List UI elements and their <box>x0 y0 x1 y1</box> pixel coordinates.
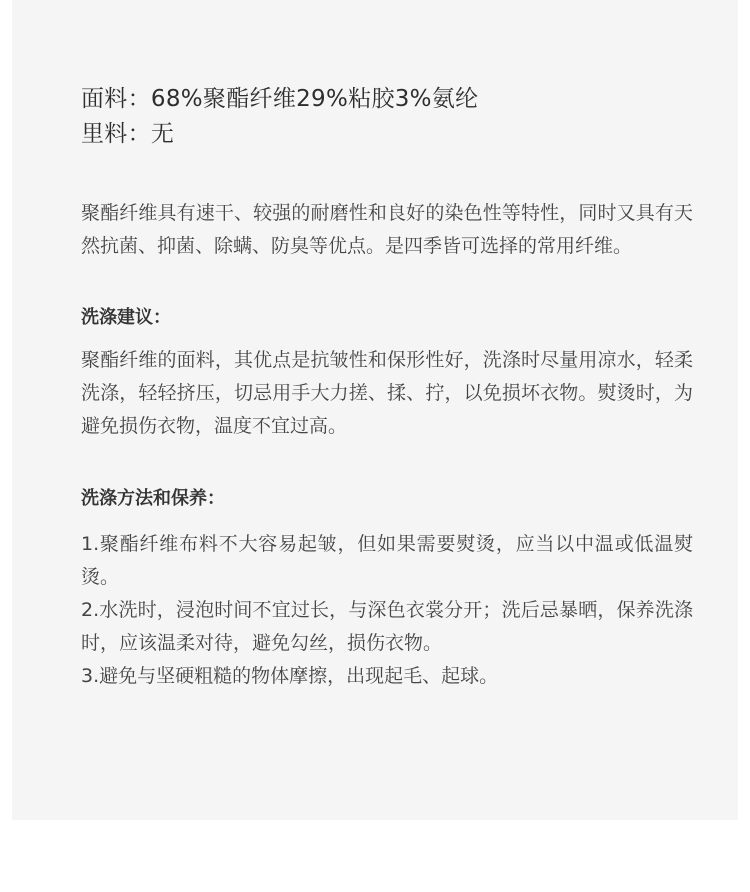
outer-fabric-label: 面料： <box>81 86 151 112</box>
care-method-list <box>81 528 693 693</box>
outer-fabric-line <box>81 82 693 117</box>
care-method-title: 洗涤方法和保养： <box>81 488 225 509</box>
lining-fabric-line <box>81 117 693 152</box>
care-method-item: 2.水洗时，浸泡时间不宜过长，与深色衣裳分开；洗后忌暴晒，保养洗涤时，应该温柔对待，避免勾丝，损伤衣物。 <box>81 599 693 654</box>
lining-fabric-value: 无 <box>150 121 175 147</box>
care-method-item: 1.聚酯纤维布料不大容易起皱，但如果需要熨烫，应当以中温或低温熨烫。 <box>81 533 693 588</box>
lining-fabric-label: 里料： <box>81 121 151 147</box>
wash-advice-body: 聚酯纤维的面料，其优点是抗皱性和保形性好，洗涤时尽量用凉水，轻柔洗涤，轻轻挤压，切忌用手大力搓、揉、拧，以免损坏衣物。熨烫时，为避免损伤衣物，温度不宜过高。 <box>81 349 693 437</box>
fabric-intro-paragraph: 聚酯纤维具有速干、较强的耐磨性和良好的染色性等特性，同时又具有天然抗菌、抑菌、除螨、防臭等优点。是四季皆可选择的常用纤维。 <box>81 202 693 257</box>
product-info-panel <box>12 0 738 820</box>
outer-fabric-value: 68%聚酯纤维29%粘胶3%氨纶 <box>150 86 479 112</box>
care-method-item: 3.避免与坚硬粗糙的物体摩擦，出现起毛、起球。 <box>81 665 499 687</box>
wash-advice-title: 洗涤建议： <box>81 307 171 328</box>
product-info-content <box>81 82 693 693</box>
